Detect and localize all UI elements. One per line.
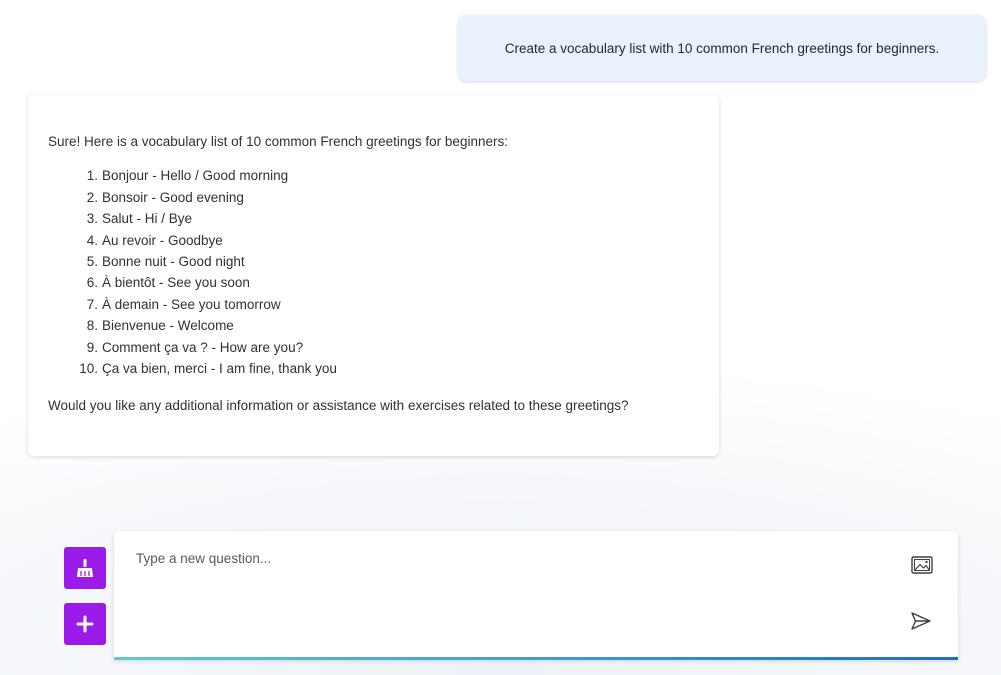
list-item-text: Au revoir - Goodbye bbox=[102, 232, 223, 248]
list-item-text: À bientôt - See you soon bbox=[102, 275, 250, 291]
list-item-number: 5. bbox=[86, 254, 98, 270]
list-item-number: 2. bbox=[86, 189, 98, 205]
image-icon bbox=[911, 556, 933, 574]
assistant-outro-text: Would you like any additional information or assistance with exercises related to these greetings? bbox=[48, 398, 629, 414]
send-icon bbox=[910, 611, 932, 631]
clear-chat-button[interactable] bbox=[64, 547, 106, 589]
assistant-intro-text: Sure! Here is a vocabulary list of 10 common French greetings for beginners: bbox=[48, 134, 508, 149]
list-item-number: 9. bbox=[86, 339, 98, 355]
new-chat-button[interactable] bbox=[64, 603, 106, 645]
list-item bbox=[77, 251, 699, 272]
list-item bbox=[77, 187, 699, 208]
list-item-number: 7. bbox=[86, 296, 98, 312]
user-message-text: Create a vocabulary list with 10 common French greetings for beginners. bbox=[504, 40, 940, 56]
list-item-number: 4. bbox=[86, 232, 98, 248]
list-item bbox=[77, 272, 699, 293]
broom-icon bbox=[76, 558, 94, 578]
list-item bbox=[77, 358, 699, 379]
list-item bbox=[77, 165, 699, 186]
list-item-text: Comment ça va ? - How are you? bbox=[102, 339, 304, 355]
list-item-text: Bonjour - Hello / Good morning bbox=[102, 168, 289, 184]
list-item bbox=[77, 315, 699, 336]
list-item bbox=[77, 294, 699, 315]
message-composer bbox=[114, 531, 958, 660]
list-item bbox=[77, 230, 699, 251]
list-item bbox=[77, 337, 699, 358]
list-item-number: 1. bbox=[86, 168, 98, 184]
list-item-text: Ça va bien, merci - I am fine, thank you bbox=[102, 361, 337, 377]
list-item-text: À demain - See you tomorrow bbox=[102, 296, 281, 312]
list-item-text: Bienvenue - Welcome bbox=[102, 318, 234, 334]
input-accent-bar bbox=[114, 657, 958, 660]
list-item bbox=[77, 208, 699, 229]
list-item-text: Bonne nuit - Good night bbox=[102, 254, 245, 270]
attach-image-button[interactable] bbox=[909, 552, 935, 578]
send-button[interactable] bbox=[907, 607, 935, 635]
greetings-list bbox=[48, 165, 699, 379]
list-item-number: 3. bbox=[86, 211, 98, 227]
list-item-number: 10. bbox=[79, 361, 98, 377]
list-item-text: Salut - Hi / Bye bbox=[102, 211, 193, 227]
user-message-bubble bbox=[458, 15, 986, 81]
question-input[interactable] bbox=[136, 551, 896, 641]
list-item-number: 6. bbox=[86, 275, 98, 291]
list-item-text: Bonsoir - Good evening bbox=[102, 189, 244, 205]
list-item-number: 8. bbox=[86, 318, 98, 334]
assistant-message-bubble bbox=[28, 95, 719, 456]
plus-icon bbox=[76, 615, 94, 633]
